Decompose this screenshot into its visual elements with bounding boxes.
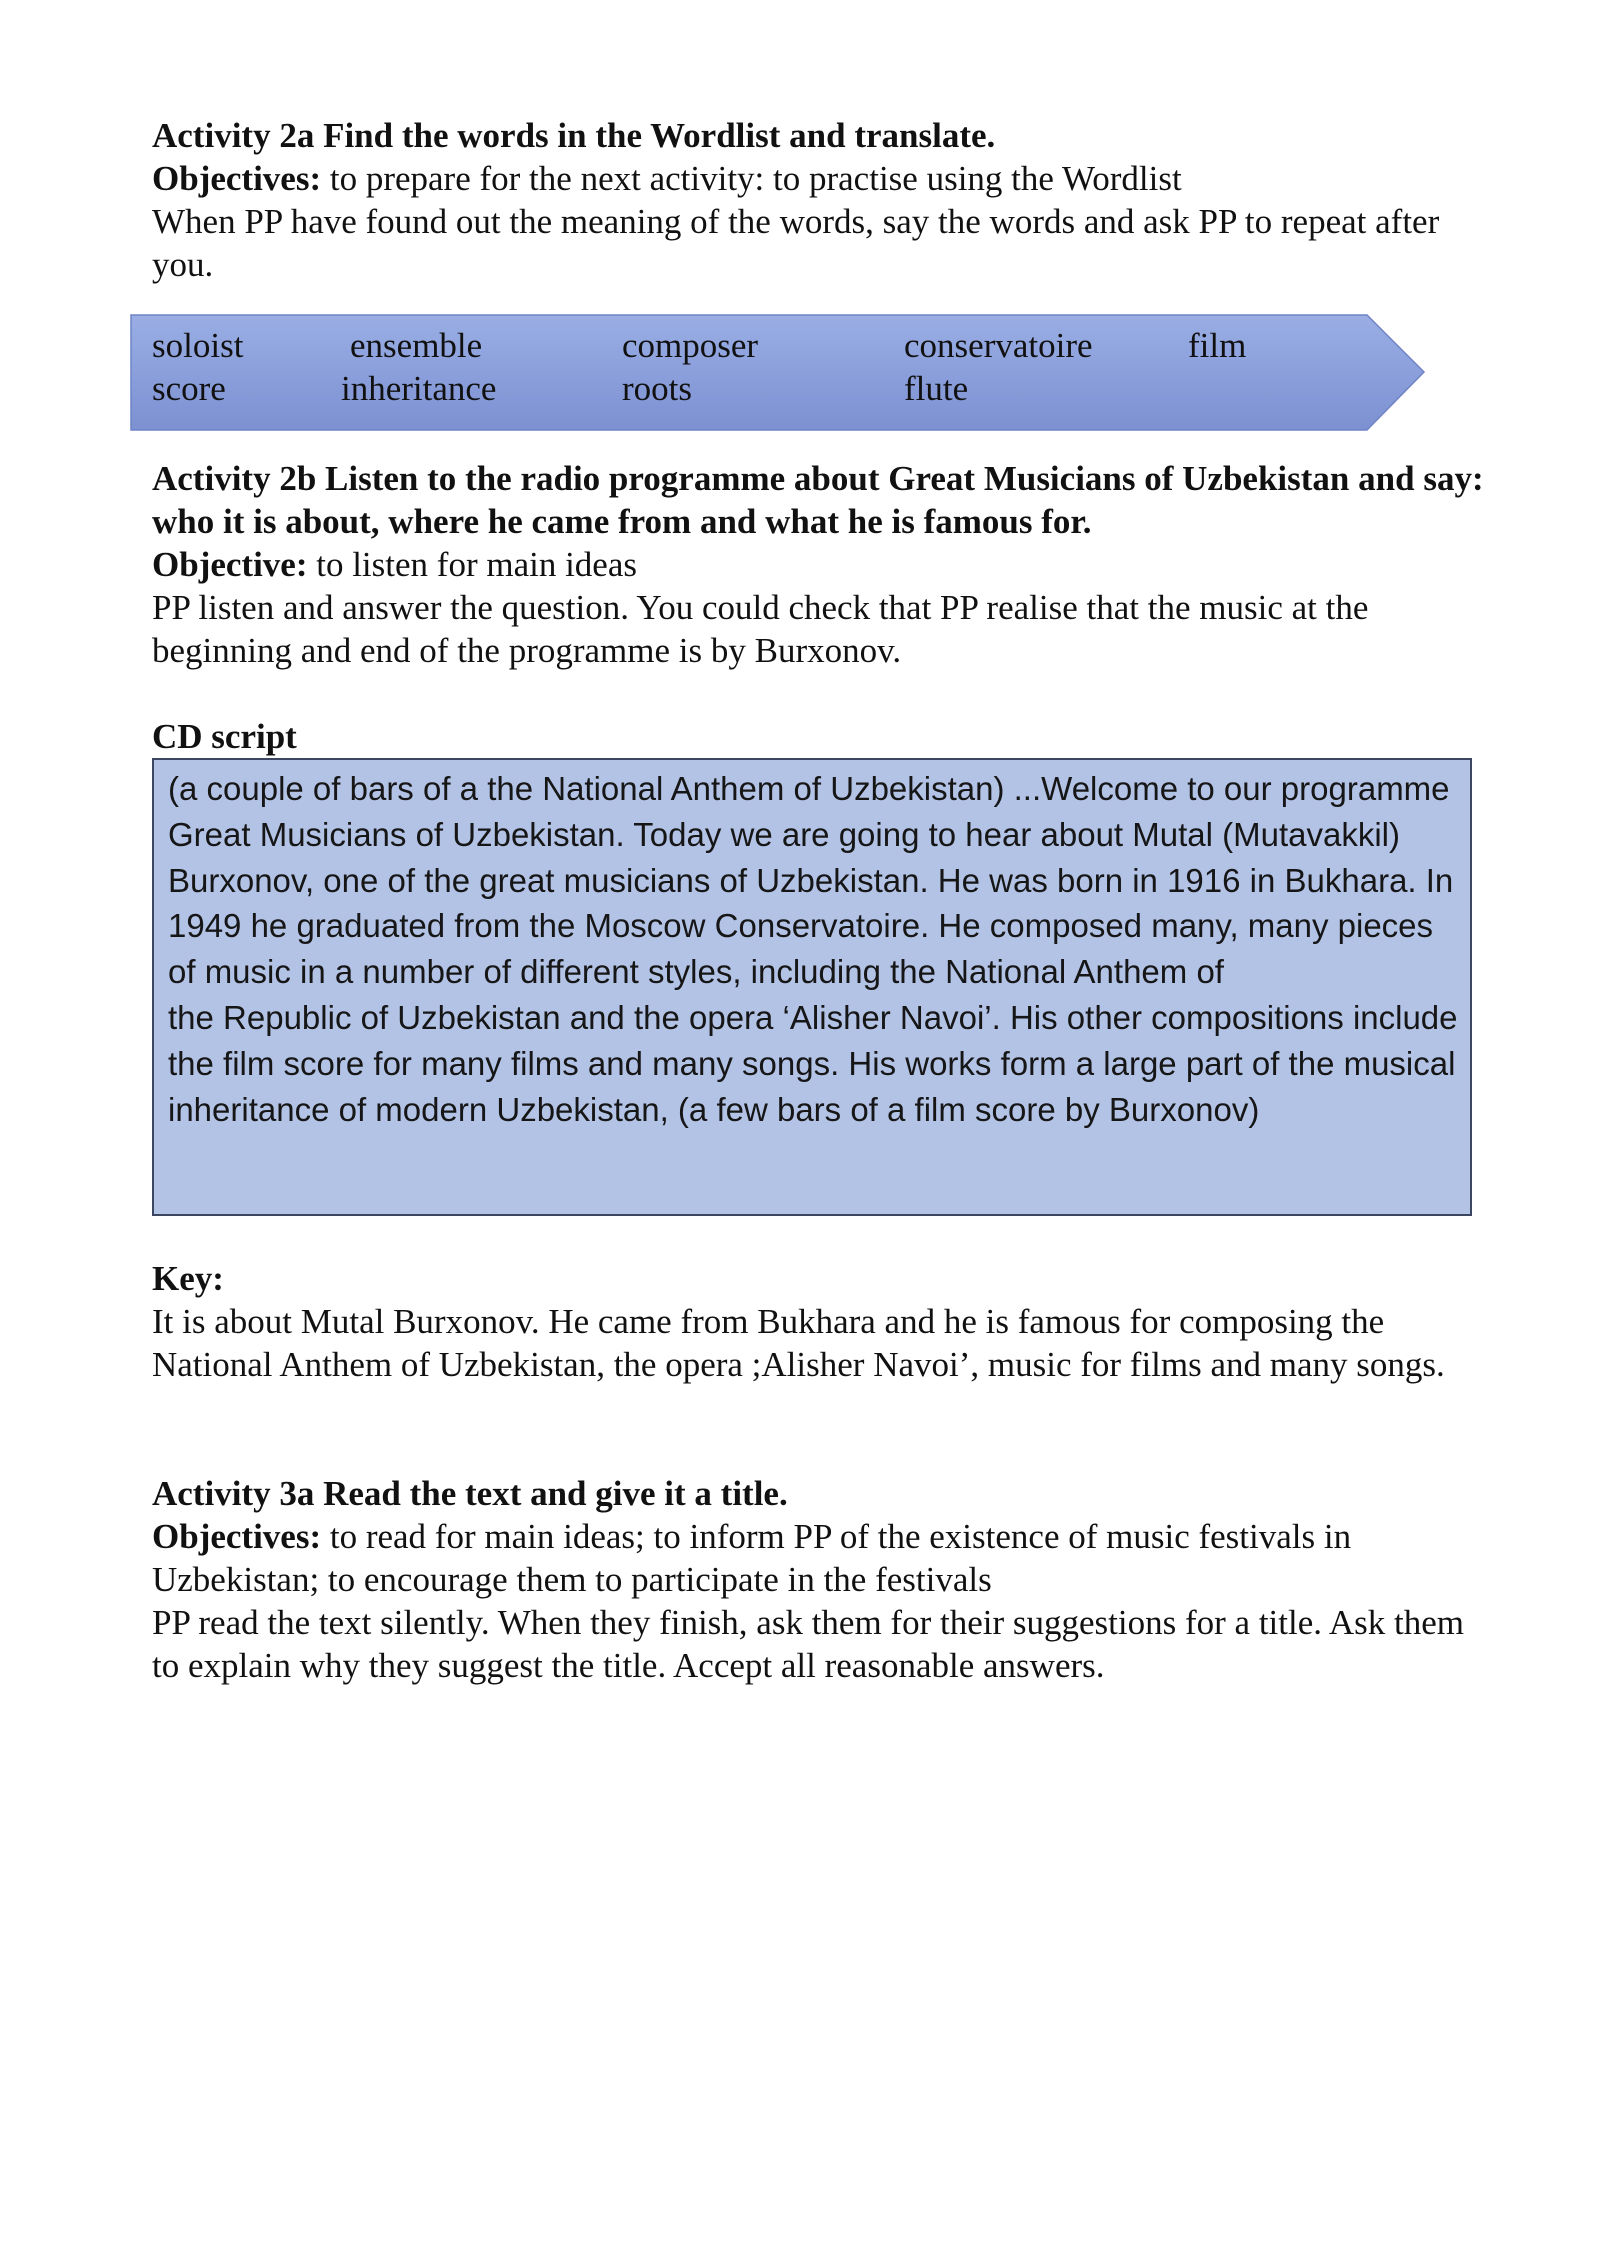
activity-2b-section: [152, 457, 1492, 672]
objective-label: Objective:: [152, 545, 308, 584]
word-soloist: soloist: [152, 326, 244, 365]
cd-script-text: (a couple of bars of a the National Anthem of Uzbekistan) ...Welcome to our programme Great Musicians of Uzbekistan. Today we are going to hear about Mutal (Mutavakkil) Burxonov, one of the great musicians of Uzbekistan. He was born in 1916 in Bukhara. In 1949 he graduated from the Moscow Conservatoire. He composed many, many pieces of music in a number of different styles, including the National Anthem of: [168, 770, 1454, 991]
activity-2b-instruction: PP listen and answer the question. You could check that PP realise that the music at the beginning and end of the programme is by Burxonov.: [152, 588, 1369, 670]
objectives-label: Objectives:: [152, 1517, 322, 1556]
word-film: film: [1188, 326, 1247, 365]
cd-script-box: [152, 758, 1472, 1216]
key-label: Key:: [152, 1259, 224, 1298]
word-roots: roots: [622, 369, 692, 408]
activity-2a-title: Activity 2a Find the words in the Wordlist and translate.: [152, 116, 996, 155]
cd-script-text-continued: the Republic of Uzbekistan and the opera ‘Alisher Navoi’. His other compositions include the film score for many films and many songs. His works form a large part of the musical inheritance of modern Uzbekistan, (a few bars of a film score by Burxonov): [168, 998, 1458, 1128]
word-composer: composer: [622, 326, 759, 365]
objective-text: to listen for main ideas: [307, 545, 637, 584]
wordlist-words: [152, 324, 1302, 420]
key-section: [152, 1257, 1492, 1386]
activity-3a-objectives: [152, 1515, 1492, 1601]
wordlist-banner: [130, 314, 1426, 431]
activity-2b-objective: [152, 543, 1492, 586]
activity-3a-section: [152, 1472, 1492, 1687]
activity-3a-instruction: PP read the text silently. When they finish, ask them for their suggestions for a title. Ask them to explain why they suggest the title. Accept all reasonable answers.: [152, 1603, 1464, 1685]
activity-2b-title: Activity 2b Listen to the radio programme about Great Musicians of Uzbekistan and say: who it is about, where he came from and what he is famous for.: [152, 459, 1484, 541]
objectives-text: to prepare for the next activity: to practise using the Wordlist: [321, 159, 1182, 198]
cd-script-heading-wrap: [152, 715, 1492, 758]
activity-2a-section: [152, 114, 1492, 286]
word-inheritance: inheritance: [341, 369, 497, 408]
objectives-text: to read for main ideas; to inform PP of the existence of music festivals in Uzbekistan; to encourage them to participate in the festivals: [152, 1517, 1352, 1599]
word-flute: flute: [904, 369, 969, 408]
word-score: score: [152, 369, 226, 408]
word-ensemble: ensemble: [350, 326, 483, 365]
key-text: It is about Mutal Burxonov. He came from Bukhara and he is famous for composing the National Anthem of Uzbekistan, the opera ;Alisher Navoi’, music for films and many songs.: [152, 1302, 1445, 1384]
activity-2a-instruction: When PP have found out the meaning of the words, say the words and ask PP to repeat after you.: [152, 202, 1440, 284]
word-conservatoire: conservatoire: [904, 326, 1093, 365]
objectives-label: Objectives:: [152, 159, 322, 198]
activity-3a-title: Activity 3a Read the text and give it a title.: [152, 1474, 788, 1513]
cd-script-heading: CD script: [152, 717, 297, 756]
activity-2a-objectives: [152, 157, 1492, 200]
